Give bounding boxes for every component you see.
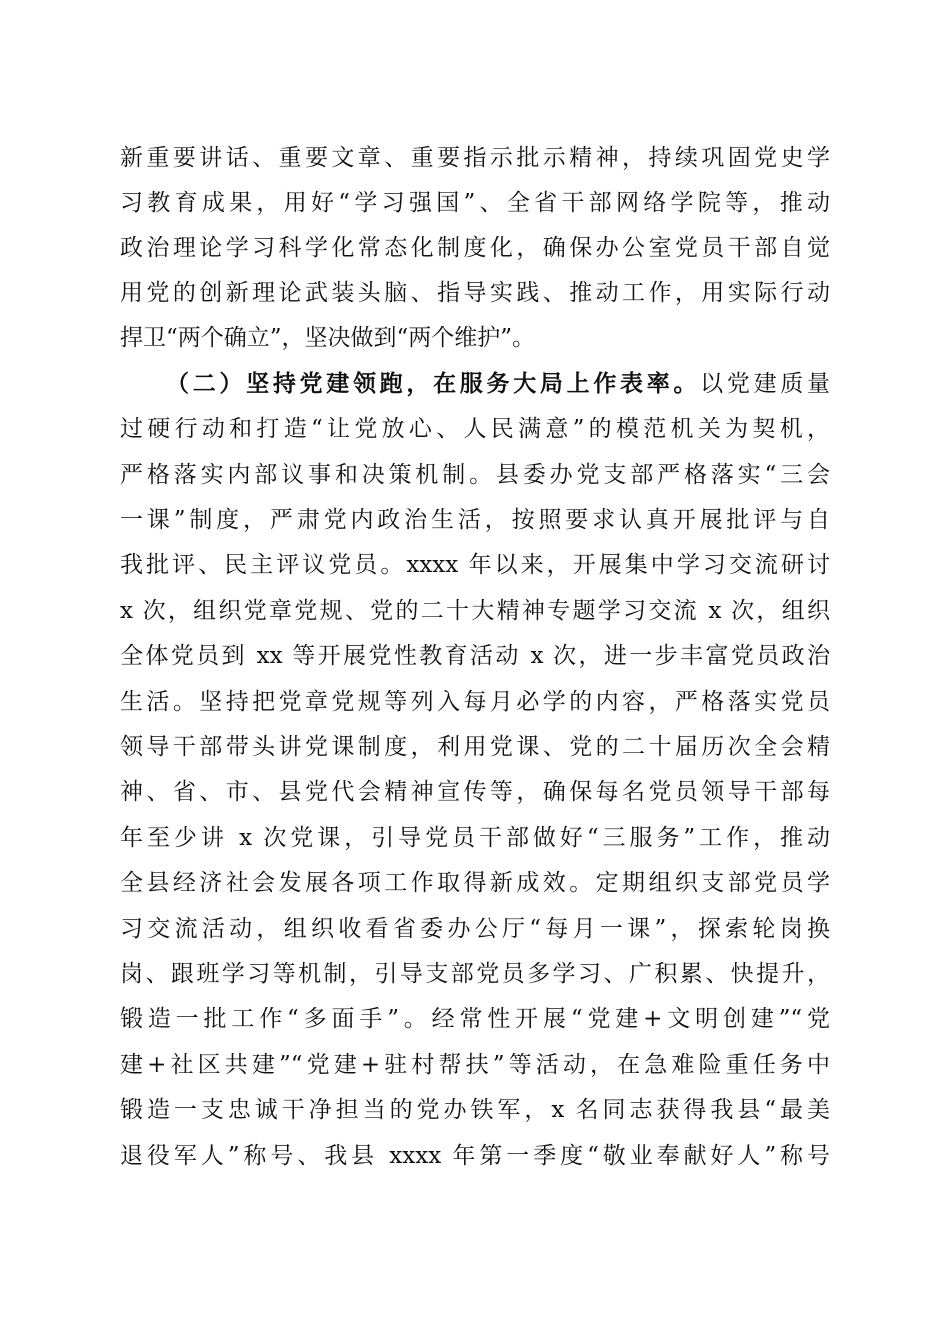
paragraph2-line-4: 一课”制度，严肃党内政治生活，按照要求认真开展批评与自 — [120, 507, 830, 533]
paragraph2-first-line-rest: 以党建质量 — [700, 371, 831, 397]
paragraph2-line-10: 神、省、市、县党代会精神宣传等，确保每名党员领导干部每 — [120, 779, 830, 805]
paragraph2-line-18: 退役军人”称号、我县 xxxx 年第一季度“敬业奉献好人”称号 — [120, 1143, 830, 1169]
paragraph1-line-3: 政治理论学习科学化常态化制度化，确保办公室党员干部自觉 — [120, 235, 830, 261]
paragraph2-line-6: x 次，组织党章党规、党的二十大精神专题学习交流 x 次，组织 — [120, 598, 830, 624]
paragraph1-line-1: 新重要讲话、重要文章、重要指示批示精神，持续巩固党史学 — [120, 145, 830, 171]
paragraph2-line-17: 锻造一支忠诚干净担当的党办铁军，x 名同志获得我县“最美 — [120, 1097, 830, 1123]
paragraph2-line-11: 年至少讲 x 次党课，引导党员干部做好“三服务”工作，推动 — [120, 825, 830, 851]
paragraph2-line-3: 严格落实内部议事和决策机制。县委办党支部严格落实“三会 — [120, 462, 830, 488]
paragraph2-line-15: 锻造一批工作“多面手”。经常性开展“党建+文明创建”“党 — [120, 1006, 830, 1032]
section-heading: （二）坚持党建领跑，在服务大局上作表率。 — [166, 370, 701, 397]
paragraph2-line-14: 岗、跟班学习等机制，引导支部党员多学习、广积累、快提升， — [120, 961, 830, 987]
paragraph2-line-8: 生活。坚持把党章党规等列入每月必学的内容，严格落实党员 — [120, 689, 830, 715]
paragraph1-line-4: 用党的创新理论武装头脑、指导实践、推动工作，用实际行动 — [120, 280, 830, 306]
paragraph2-line-9: 领导干部带头讲党课制度，利用党课、党的二十届历次全会精 — [120, 734, 830, 760]
paragraph2-line-16: 建+社区共建”“党建+驻村帮扶”等活动，在急难险重任务中 — [120, 1052, 830, 1078]
paragraph2-line-5: 我批评、民主评议党员。xxxx 年以来，开展集中学习交流研讨 — [120, 552, 830, 578]
paragraph2-line-13: 习交流活动，组织收看省委办公厅“每月一课”，探索轮岗换 — [120, 916, 830, 942]
paragraph2-first-line — [166, 364, 830, 404]
paragraph1-line-5: 捍卫“两个确立”，坚决做到“两个维护”。 — [120, 325, 536, 351]
paragraph2-line-2: 过硬行动和打造“让党放心、人民满意”的模范机关为契机， — [120, 416, 830, 442]
paragraph1-line-2: 习教育成果，用好“学习强国”、全省干部网络学院等，推动 — [120, 190, 830, 216]
paragraph2-line-7: 全体党员到 xx 等开展党性教育活动 x 次，进一步丰富党员政治 — [120, 643, 830, 669]
paragraph2-line-12: 全县经济社会发展各项工作取得新成效。定期组织支部党员学 — [120, 870, 830, 896]
